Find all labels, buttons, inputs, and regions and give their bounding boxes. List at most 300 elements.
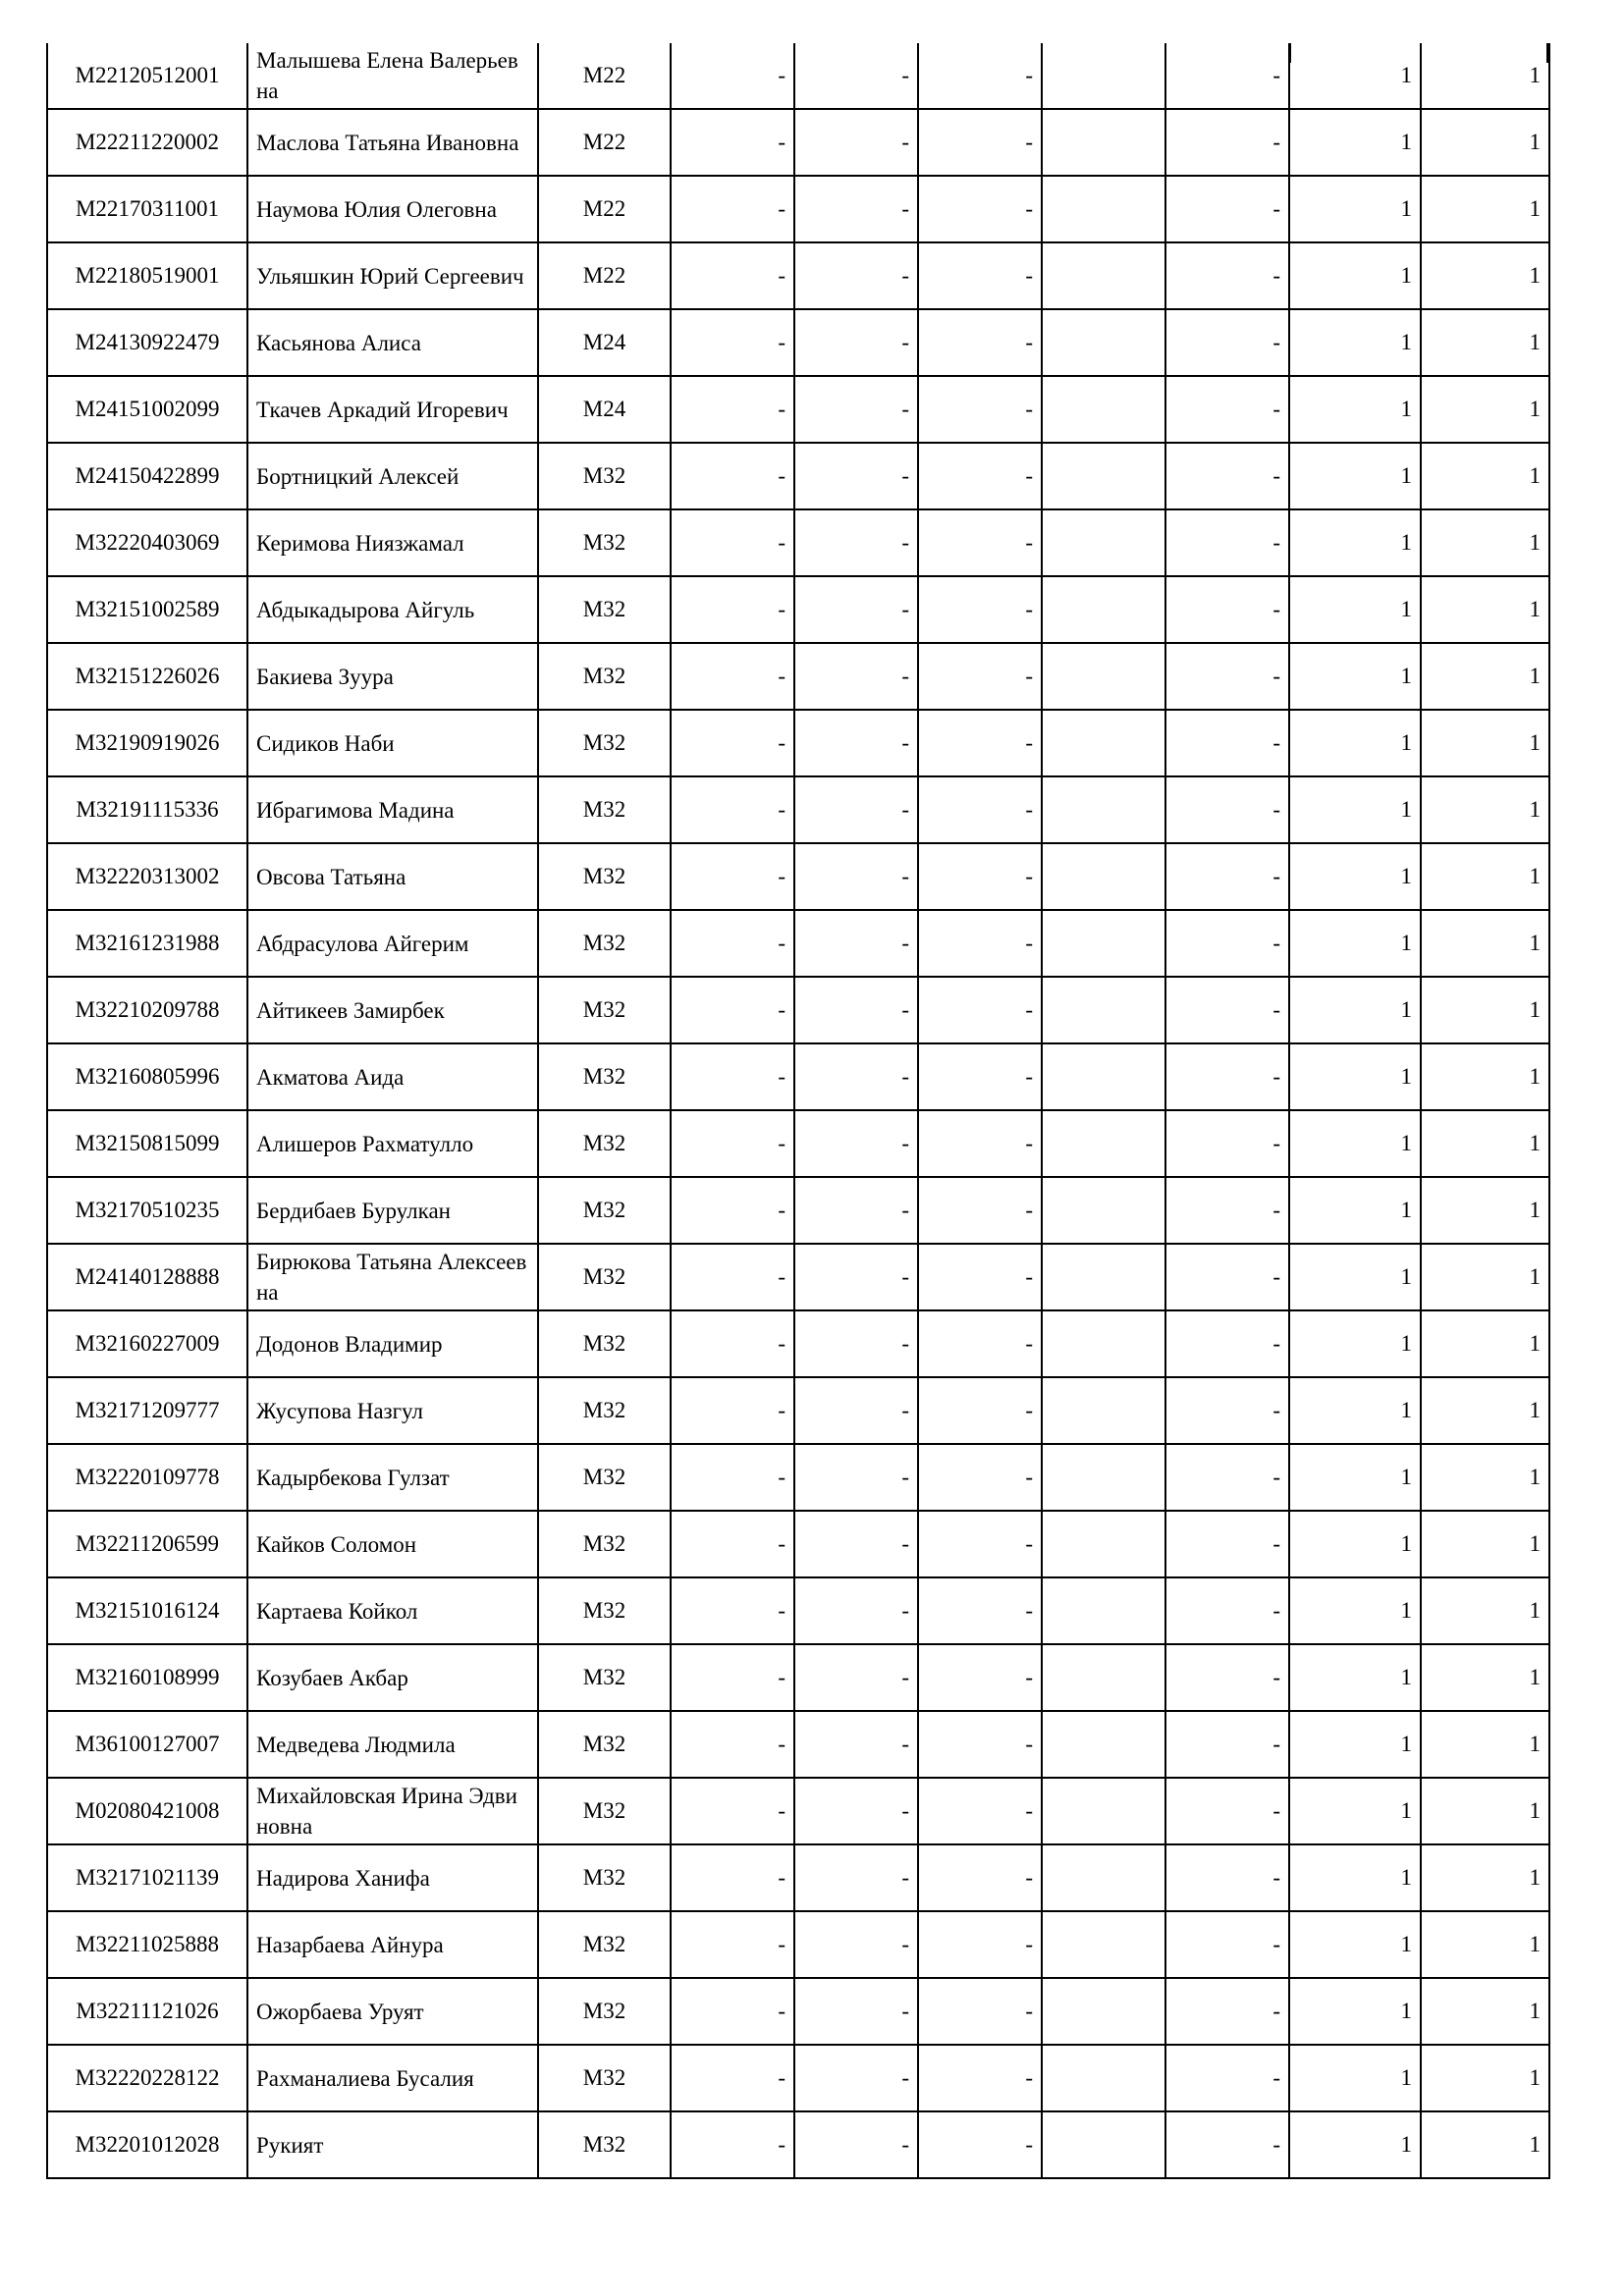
value-cell-5: -: [1165, 1911, 1289, 1978]
value-cell-5: -: [1165, 1377, 1289, 1444]
participant-id-cell: M22211220002: [47, 109, 247, 176]
value-cell-7: 1: [1421, 1177, 1549, 1244]
value-cell-2: -: [794, 176, 918, 242]
group-cell: M32: [538, 1310, 671, 1377]
value-cell-1: -: [671, 1577, 794, 1644]
value-cell-1: -: [671, 776, 794, 843]
participant-id-cell: M32220109778: [47, 1444, 247, 1511]
value-cell-7: 1: [1421, 242, 1549, 309]
value-cell-5: -: [1165, 1444, 1289, 1511]
value-cell-1: -: [671, 1310, 794, 1377]
table-row: [47, 309, 1549, 376]
participant-name-cell: Кадырбекова Гулзат: [247, 1444, 538, 1511]
value-cell-4: [1042, 242, 1165, 309]
participant-id-cell: M36100127007: [47, 1711, 247, 1778]
group-cell: M32: [538, 1177, 671, 1244]
value-cell-7: 1: [1421, 2045, 1549, 2111]
participant-name-cell: Бердибаев Бурулкан: [247, 1177, 538, 1244]
group-cell: M32: [538, 1844, 671, 1911]
value-cell-1: -: [671, 2111, 794, 2178]
group-cell: M32: [538, 2111, 671, 2178]
value-cell-1: -: [671, 1110, 794, 1177]
value-cell-1: -: [671, 843, 794, 910]
value-cell-1: -: [671, 910, 794, 977]
participant-id-cell: M32160108999: [47, 1644, 247, 1711]
value-cell-2: -: [794, 843, 918, 910]
value-cell-1: -: [671, 1644, 794, 1711]
participant-id-cell: M32190919026: [47, 710, 247, 776]
value-cell-5: -: [1165, 576, 1289, 643]
value-cell-5: -: [1165, 1310, 1289, 1377]
value-cell-4: [1042, 710, 1165, 776]
value-cell-7: 1: [1421, 1778, 1549, 1844]
group-cell: M22: [538, 109, 671, 176]
value-cell-2: -: [794, 2045, 918, 2111]
table-row: [47, 776, 1549, 843]
value-cell-1: -: [671, 309, 794, 376]
value-cell-4: [1042, 1310, 1165, 1377]
value-cell-3: -: [918, 1310, 1042, 1377]
value-cell-7: 1: [1421, 443, 1549, 509]
value-cell-5: -: [1165, 109, 1289, 176]
value-cell-2: -: [794, 1911, 918, 1978]
value-cell-7: 1: [1421, 1577, 1549, 1644]
participant-id-cell: M32151226026: [47, 643, 247, 710]
value-cell-2: -: [794, 1644, 918, 1711]
value-cell-2: -: [794, 643, 918, 710]
participant-name-cell: Рукият: [247, 2111, 538, 2178]
table-row: [47, 1043, 1549, 1110]
value-cell-7: 1: [1421, 1444, 1549, 1511]
value-cell-6: 1: [1289, 643, 1421, 710]
participant-name-cell: Касьянова Алиса: [247, 309, 538, 376]
table-row: [47, 109, 1549, 176]
value-cell-3: -: [918, 176, 1042, 242]
value-cell-5: -: [1165, 1110, 1289, 1177]
value-cell-7: 1: [1421, 309, 1549, 376]
value-cell-3: -: [918, 2045, 1042, 2111]
value-cell-3: -: [918, 977, 1042, 1043]
group-cell: M32: [538, 1244, 671, 1310]
participant-id-cell: M32211025888: [47, 1911, 247, 1978]
value-cell-4: [1042, 509, 1165, 576]
value-cell-6: 1: [1289, 1110, 1421, 1177]
value-cell-3: -: [918, 1778, 1042, 1844]
value-cell-4: [1042, 1377, 1165, 1444]
participant-name-cell: Ульяшкин Юрий Сергеевич: [247, 242, 538, 309]
value-cell-7: 1: [1421, 2111, 1549, 2178]
value-cell-2: -: [794, 1511, 918, 1577]
value-cell-4: [1042, 1911, 1165, 1978]
table-row: [47, 643, 1549, 710]
value-cell-7: 1: [1421, 1978, 1549, 2045]
value-cell-7: 1: [1421, 843, 1549, 910]
value-cell-6: 1: [1289, 1177, 1421, 1244]
participant-name-cell: Ибрагимова Мадина: [247, 776, 538, 843]
value-cell-5: -: [1165, 643, 1289, 710]
value-cell-4: [1042, 1978, 1165, 2045]
value-cell-1: -: [671, 1511, 794, 1577]
participant-name-cell: Алишеров Рахматулло: [247, 1110, 538, 1177]
value-cell-1: -: [671, 1377, 794, 1444]
value-cell-4: [1042, 1577, 1165, 1644]
group-cell: M32: [538, 1577, 671, 1644]
value-cell-7: 1: [1421, 1043, 1549, 1110]
value-cell-4: [1042, 309, 1165, 376]
participant-name-cell: Наумова Юлия Олеговна: [247, 176, 538, 242]
value-cell-2: -: [794, 1310, 918, 1377]
value-cell-6: 1: [1289, 43, 1421, 109]
table-row: [47, 1778, 1549, 1844]
value-cell-4: [1042, 1110, 1165, 1177]
group-cell: M32: [538, 643, 671, 710]
value-cell-5: -: [1165, 2045, 1289, 2111]
group-cell: M32: [538, 977, 671, 1043]
table-row: [47, 1844, 1549, 1911]
value-cell-1: -: [671, 710, 794, 776]
group-cell: M22: [538, 43, 671, 109]
value-cell-5: -: [1165, 309, 1289, 376]
value-cell-2: -: [794, 576, 918, 643]
value-cell-5: -: [1165, 1844, 1289, 1911]
group-cell: M32: [538, 710, 671, 776]
value-cell-4: [1042, 1043, 1165, 1110]
value-cell-3: -: [918, 710, 1042, 776]
value-cell-4: [1042, 43, 1165, 109]
value-cell-2: -: [794, 1978, 918, 2045]
value-cell-5: -: [1165, 176, 1289, 242]
participant-name-cell: Сидиков Наби: [247, 710, 538, 776]
group-cell: M32: [538, 1444, 671, 1511]
value-cell-3: -: [918, 1577, 1042, 1644]
value-cell-6: 1: [1289, 309, 1421, 376]
participant-id-cell: M22180519001: [47, 242, 247, 309]
value-cell-6: 1: [1289, 1577, 1421, 1644]
value-cell-1: -: [671, 376, 794, 443]
value-cell-7: 1: [1421, 710, 1549, 776]
value-cell-3: -: [918, 109, 1042, 176]
value-cell-4: [1042, 1444, 1165, 1511]
value-cell-1: -: [671, 176, 794, 242]
value-cell-7: 1: [1421, 509, 1549, 576]
table-row: [47, 376, 1549, 443]
value-cell-1: -: [671, 1978, 794, 2045]
value-cell-5: -: [1165, 1043, 1289, 1110]
participant-id-cell: M24150422899: [47, 443, 247, 509]
value-cell-3: -: [918, 910, 1042, 977]
participant-id-cell: M32171021139: [47, 1844, 247, 1911]
group-cell: M32: [538, 1711, 671, 1778]
value-cell-1: -: [671, 2045, 794, 2111]
group-cell: M32: [538, 509, 671, 576]
group-cell: M32: [538, 1043, 671, 1110]
value-cell-2: -: [794, 1778, 918, 1844]
value-cell-6: 1: [1289, 1310, 1421, 1377]
participant-name-cell: Михайловская Ирина Эдвиновна: [247, 1778, 538, 1844]
value-cell-6: 1: [1289, 376, 1421, 443]
table-row: [47, 1244, 1549, 1310]
table-row: [47, 1444, 1549, 1511]
value-cell-4: [1042, 443, 1165, 509]
participant-id-cell: M32220313002: [47, 843, 247, 910]
value-cell-7: 1: [1421, 1844, 1549, 1911]
value-cell-7: 1: [1421, 109, 1549, 176]
value-cell-4: [1042, 2111, 1165, 2178]
value-cell-6: 1: [1289, 2111, 1421, 2178]
value-cell-3: -: [918, 2111, 1042, 2178]
participant-name-cell: Додонов Владимир: [247, 1310, 538, 1377]
value-cell-6: 1: [1289, 1511, 1421, 1577]
participant-name-cell: Медведева Людмила: [247, 1711, 538, 1778]
table-row: [47, 1177, 1549, 1244]
value-cell-3: -: [918, 1110, 1042, 1177]
value-cell-2: -: [794, 1711, 918, 1778]
participant-id-cell: M32160227009: [47, 1310, 247, 1377]
value-cell-2: -: [794, 1177, 918, 1244]
group-cell: M24: [538, 309, 671, 376]
participant-id-cell: M22170311001: [47, 176, 247, 242]
participant-id-cell: M32151016124: [47, 1577, 247, 1644]
table-body: [47, 43, 1549, 2178]
table-row: [47, 910, 1549, 977]
value-cell-1: -: [671, 1844, 794, 1911]
value-cell-7: 1: [1421, 176, 1549, 242]
value-cell-5: -: [1165, 1711, 1289, 1778]
table-row: [47, 2111, 1549, 2178]
value-cell-2: -: [794, 1043, 918, 1110]
value-cell-6: 1: [1289, 843, 1421, 910]
participant-name-cell: Жусупова Назгул: [247, 1377, 538, 1444]
value-cell-5: -: [1165, 443, 1289, 509]
value-cell-4: [1042, 376, 1165, 443]
value-cell-4: [1042, 1511, 1165, 1577]
value-cell-2: -: [794, 376, 918, 443]
value-cell-7: 1: [1421, 1244, 1549, 1310]
value-cell-3: -: [918, 1978, 1042, 2045]
value-cell-1: -: [671, 977, 794, 1043]
value-cell-1: -: [671, 1778, 794, 1844]
participant-name-cell: Акматова Аида: [247, 1043, 538, 1110]
value-cell-4: [1042, 977, 1165, 1043]
value-cell-1: -: [671, 1444, 794, 1511]
value-cell-2: -: [794, 1377, 918, 1444]
group-cell: M32: [538, 1377, 671, 1444]
table-row: [47, 710, 1549, 776]
value-cell-6: 1: [1289, 242, 1421, 309]
value-cell-7: 1: [1421, 977, 1549, 1043]
value-cell-6: 1: [1289, 1978, 1421, 2045]
group-cell: M32: [538, 576, 671, 643]
participant-id-cell: M32191115336: [47, 776, 247, 843]
value-cell-4: [1042, 109, 1165, 176]
participant-name-cell: Айтикеев Замирбек: [247, 977, 538, 1043]
value-cell-6: 1: [1289, 443, 1421, 509]
value-cell-3: -: [918, 843, 1042, 910]
value-cell-3: -: [918, 43, 1042, 109]
group-cell: M32: [538, 1911, 671, 1978]
participant-id-cell: M32170510235: [47, 1177, 247, 1244]
value-cell-6: 1: [1289, 776, 1421, 843]
value-cell-7: 1: [1421, 1511, 1549, 1577]
value-cell-2: -: [794, 1844, 918, 1911]
value-cell-2: -: [794, 43, 918, 109]
value-cell-3: -: [918, 643, 1042, 710]
value-cell-3: -: [918, 576, 1042, 643]
table-row: [47, 1110, 1549, 1177]
value-cell-6: 1: [1289, 1711, 1421, 1778]
participant-name-cell: Бирюкова Татьяна Алексеевна: [247, 1244, 538, 1310]
value-cell-1: -: [671, 576, 794, 643]
value-cell-1: -: [671, 43, 794, 109]
participant-name-cell: Ткачев Аркадий Игоревич: [247, 376, 538, 443]
group-cell: M32: [538, 1511, 671, 1577]
participant-name-cell: Надирова Ханифа: [247, 1844, 538, 1911]
table-row: [47, 1978, 1549, 2045]
participant-name-cell: Малышева Елена Валерьевна: [247, 43, 538, 109]
value-cell-7: 1: [1421, 1110, 1549, 1177]
participant-name-cell: Бакиева Зуура: [247, 643, 538, 710]
value-cell-2: -: [794, 977, 918, 1043]
value-cell-4: [1042, 2045, 1165, 2111]
participant-id-cell: M24130922479: [47, 309, 247, 376]
value-cell-5: -: [1165, 509, 1289, 576]
value-cell-3: -: [918, 776, 1042, 843]
table-row: [47, 1511, 1549, 1577]
group-cell: M32: [538, 1978, 671, 2045]
table-row: [47, 2045, 1549, 2111]
table-row: [47, 1310, 1549, 1377]
value-cell-3: -: [918, 1043, 1042, 1110]
value-cell-2: -: [794, 1244, 918, 1310]
value-cell-2: -: [794, 1110, 918, 1177]
value-cell-3: -: [918, 1911, 1042, 1978]
value-cell-5: -: [1165, 2111, 1289, 2178]
value-cell-2: -: [794, 109, 918, 176]
value-cell-7: 1: [1421, 576, 1549, 643]
participant-name-cell: Картаева Койкол: [247, 1577, 538, 1644]
participant-name-cell: Абдыкадырова Айгуль: [247, 576, 538, 643]
value-cell-5: -: [1165, 1511, 1289, 1577]
participant-id-cell: M32201012028: [47, 2111, 247, 2178]
value-cell-2: -: [794, 2111, 918, 2178]
table-row: [47, 843, 1549, 910]
value-cell-5: -: [1165, 1577, 1289, 1644]
value-cell-7: 1: [1421, 910, 1549, 977]
results-table: [46, 43, 1550, 2179]
value-cell-1: -: [671, 242, 794, 309]
table-row: [47, 242, 1549, 309]
participant-name-cell: Керимова Ниязжамал: [247, 509, 538, 576]
value-cell-6: 1: [1289, 910, 1421, 977]
value-cell-7: 1: [1421, 1711, 1549, 1778]
value-cell-3: -: [918, 509, 1042, 576]
value-cell-7: 1: [1421, 1377, 1549, 1444]
value-cell-4: [1042, 643, 1165, 710]
value-cell-5: -: [1165, 1244, 1289, 1310]
value-cell-5: -: [1165, 242, 1289, 309]
value-cell-5: -: [1165, 43, 1289, 109]
participant-name-cell: Кайков Соломон: [247, 1511, 538, 1577]
participant-name-cell: Бортницкий Алексей: [247, 443, 538, 509]
value-cell-4: [1042, 843, 1165, 910]
value-cell-3: -: [918, 1844, 1042, 1911]
value-cell-2: -: [794, 710, 918, 776]
value-cell-6: 1: [1289, 576, 1421, 643]
value-cell-4: [1042, 1244, 1165, 1310]
value-cell-1: -: [671, 1711, 794, 1778]
participant-id-cell: M24140128888: [47, 1244, 247, 1310]
value-cell-1: -: [671, 1911, 794, 1978]
participant-id-cell: M32220228122: [47, 2045, 247, 2111]
participant-id-cell: M32171209777: [47, 1377, 247, 1444]
value-cell-6: 1: [1289, 1844, 1421, 1911]
table-row: [47, 176, 1549, 242]
value-cell-5: -: [1165, 376, 1289, 443]
value-cell-2: -: [794, 1444, 918, 1511]
group-cell: M22: [538, 242, 671, 309]
value-cell-3: -: [918, 1444, 1042, 1511]
group-cell: M32: [538, 1644, 671, 1711]
group-cell: M32: [538, 843, 671, 910]
value-cell-2: -: [794, 443, 918, 509]
table-row: [47, 977, 1549, 1043]
value-cell-4: [1042, 176, 1165, 242]
participant-name-cell: Абдрасулова Айгерим: [247, 910, 538, 977]
value-cell-4: [1042, 576, 1165, 643]
value-cell-3: -: [918, 242, 1042, 309]
table-row: [47, 1377, 1549, 1444]
value-cell-6: 1: [1289, 509, 1421, 576]
participant-id-cell: M32150815099: [47, 1110, 247, 1177]
value-cell-1: -: [671, 1177, 794, 1244]
participant-name-cell: Назарбаева Айнура: [247, 1911, 538, 1978]
value-cell-6: 1: [1289, 1244, 1421, 1310]
value-cell-6: 1: [1289, 176, 1421, 242]
participant-id-cell: M02080421008: [47, 1778, 247, 1844]
value-cell-7: 1: [1421, 43, 1549, 109]
value-cell-1: -: [671, 1244, 794, 1310]
value-cell-5: -: [1165, 776, 1289, 843]
value-cell-7: 1: [1421, 1310, 1549, 1377]
value-cell-6: 1: [1289, 1043, 1421, 1110]
value-cell-6: 1: [1289, 1444, 1421, 1511]
value-cell-3: -: [918, 309, 1042, 376]
participant-name-cell: Ожорбаева Уруят: [247, 1978, 538, 2045]
participant-id-cell: M32220403069: [47, 509, 247, 576]
value-cell-4: [1042, 1644, 1165, 1711]
value-cell-5: -: [1165, 1177, 1289, 1244]
value-cell-5: -: [1165, 910, 1289, 977]
value-cell-3: -: [918, 1244, 1042, 1310]
value-cell-6: 1: [1289, 1644, 1421, 1711]
value-cell-5: -: [1165, 710, 1289, 776]
value-cell-3: -: [918, 1177, 1042, 1244]
value-cell-1: -: [671, 643, 794, 710]
value-cell-6: 1: [1289, 710, 1421, 776]
participant-id-cell: M32161231988: [47, 910, 247, 977]
value-cell-4: [1042, 1844, 1165, 1911]
value-cell-2: -: [794, 509, 918, 576]
value-cell-4: [1042, 1778, 1165, 1844]
value-cell-7: 1: [1421, 643, 1549, 710]
value-cell-5: -: [1165, 843, 1289, 910]
group-cell: M32: [538, 910, 671, 977]
value-cell-4: [1042, 1711, 1165, 1778]
group-cell: M32: [538, 776, 671, 843]
value-cell-1: -: [671, 509, 794, 576]
value-cell-2: -: [794, 1577, 918, 1644]
value-cell-7: 1: [1421, 376, 1549, 443]
